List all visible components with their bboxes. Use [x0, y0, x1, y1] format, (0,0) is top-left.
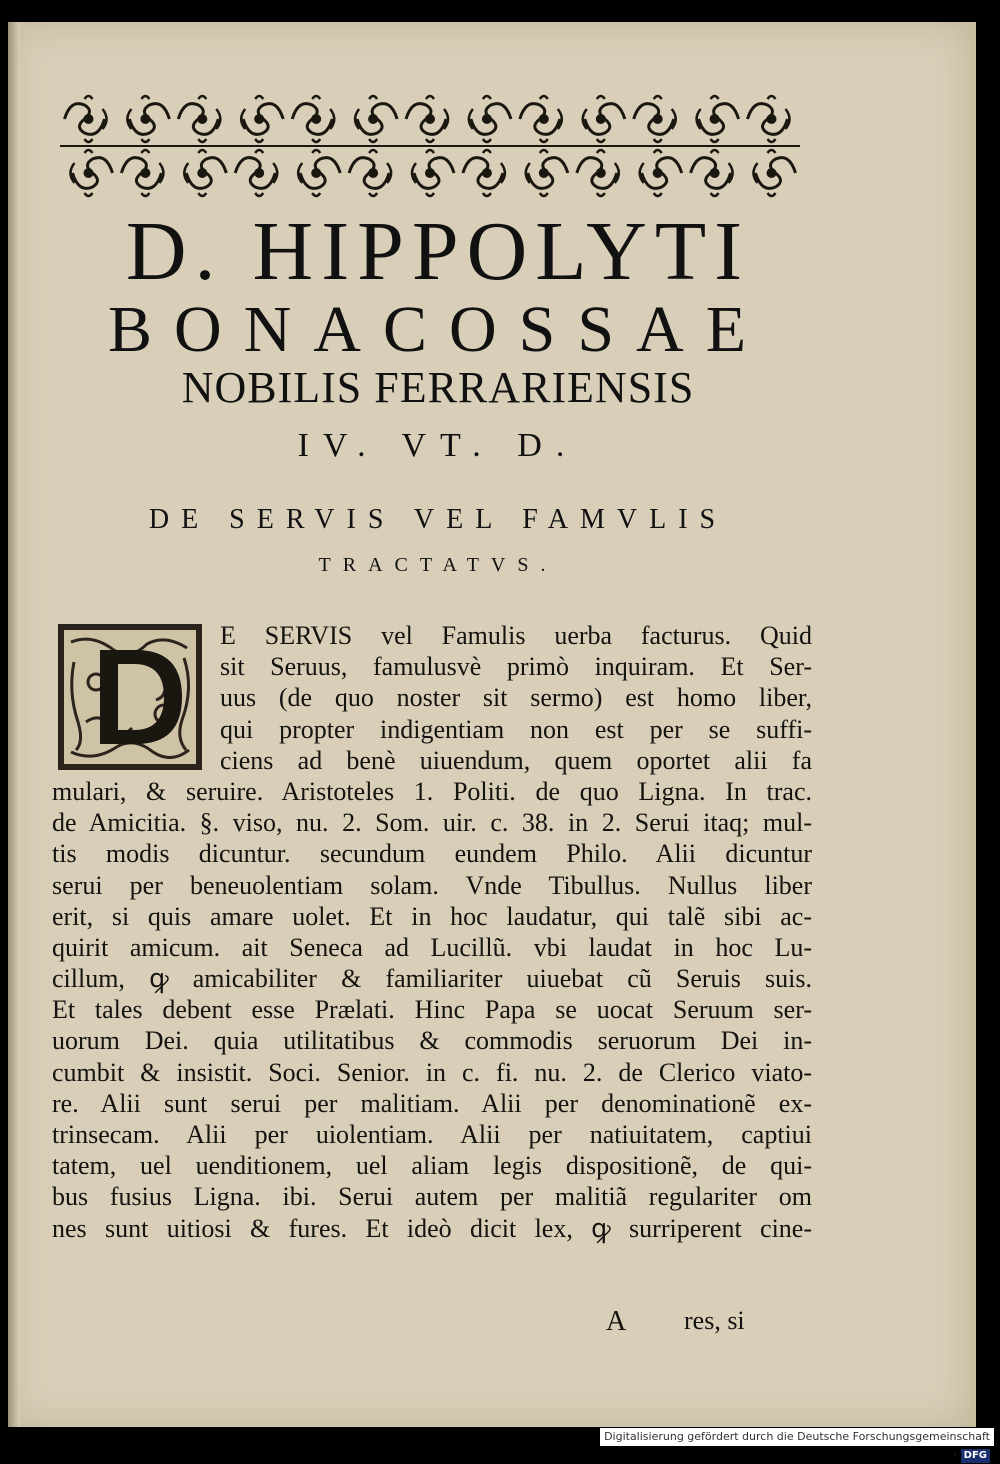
title-origin: NOBILIS FERRARIENSIS	[181, 363, 695, 412]
text-line: sit Seruus, famulusvè primò inquiram. Et Ser-	[220, 652, 812, 682]
catchword: res, si	[684, 1306, 745, 1335]
book-page	[8, 22, 976, 1427]
text-line: trinsecam. Alii per uiolentiam. Alii per natiuitatem, captiui	[52, 1120, 812, 1149]
text-line: serui per beneuolentiam solam. Vnde Tibullus. Nullus liber	[52, 870, 812, 900]
text-line: qui propter indigentiam non est per se suffi-	[220, 714, 812, 744]
ornamental-headband-icon	[60, 92, 800, 200]
title-tractatus: TRACTATVS.	[318, 554, 558, 576]
text-line: de Amicitia. §. viso, nu. 2. Som. uir. c. 38. in 2. Serui itaq; mul-	[52, 808, 812, 838]
digitization-footer	[600, 1428, 994, 1461]
title-degree: IV. VT. D.	[297, 427, 579, 464]
text-line: nes sunt uitiosi & fures. Et ideò dicit lex, ꝙ surriperent cine-	[52, 1213, 812, 1243]
text-line: mulari, & seruire. Aristoteles 1. Politi. de quo Ligna. In trac.	[52, 776, 812, 806]
body-text	[52, 620, 812, 1244]
signature-mark: A	[606, 1306, 627, 1337]
title-author-name: D. HIPPOLYTI	[125, 205, 751, 298]
text-line: bus fusius Ligna. ibi. Serui autem per malitiã regulariter om	[52, 1182, 812, 1212]
text-line: cillum, ꝙ amicabiliter & familiariter uiuebat cũ Seruis suis.	[52, 964, 812, 994]
text-line: re. Alii sunt serui per malitiam. Alii per denominationẽ ex-	[52, 1088, 812, 1118]
dfg-logo: DFG	[961, 1449, 990, 1463]
text-line: E SERVIS vel Famulis uerba facturus. Quid	[220, 621, 812, 650]
title-subject: DE SERVIS VEL FAMVLIS	[148, 504, 728, 535]
text-line: Et tales debent esse Prælati. Hinc Papa se uocat Seruum ser-	[52, 995, 812, 1025]
footer-text: Digitalisierung gefördert durch die Deutsche Forschungsgemeinschaft ·	[604, 1430, 990, 1461]
text-line: quirit amicum. ait Seneca ad Lucillũ. vbi laudat in hoc Lu-	[52, 932, 812, 962]
text-line: uorum Dei. quia utilitatibus & commodis seruorum Dei in-	[52, 1026, 812, 1056]
text-line: uus (de quo noster sit sermo) est homo liber,	[220, 683, 812, 713]
text-line: tis modis dicuntur. secundum eundem Philo. Alii dicuntur	[52, 839, 812, 869]
text-line: erit, si quis amare uolet. Et in hoc laudatur, qui talẽ sibi ac-	[52, 901, 812, 931]
page-gutter	[8, 22, 20, 1427]
text-line: cumbit & insistit. Soci. Senior. in c. fi. nu. 2. de Clerico viato-	[52, 1057, 812, 1087]
title-author-surname: BONACOSSAE	[107, 293, 769, 366]
text-line: ciens ad benè uiuendum, quem oportet alii fa	[220, 745, 812, 775]
text-line: tatem, uel uenditionem, uel aliam legis dispositionẽ, de qui-	[52, 1151, 812, 1181]
